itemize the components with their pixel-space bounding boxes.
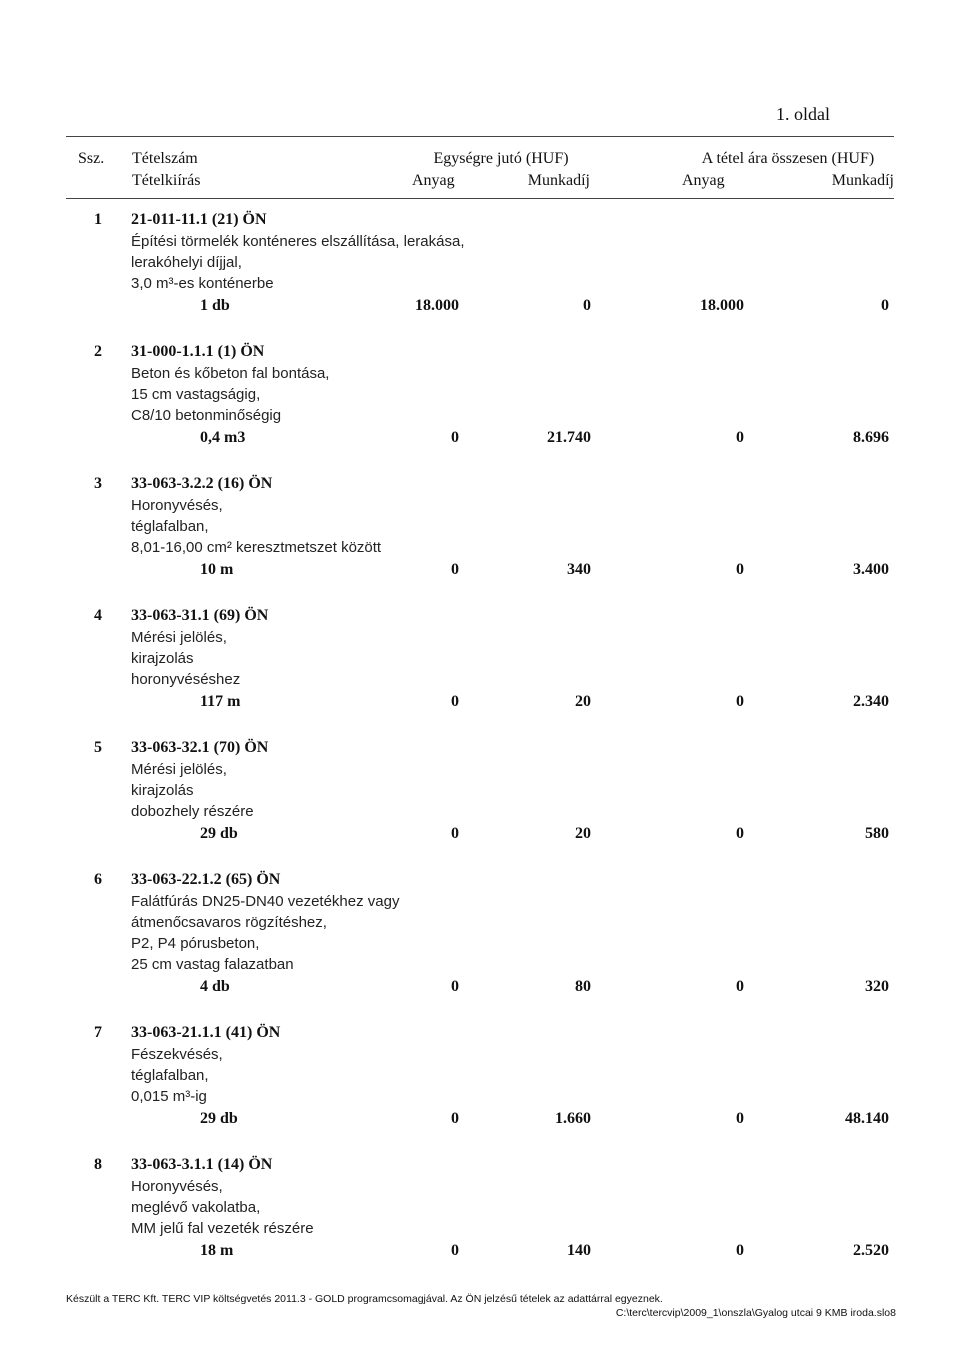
header-tetelszam: Tételszám bbox=[132, 150, 198, 167]
header-total-price-label: A tétel ára összesen (HUF) bbox=[701, 150, 875, 167]
item-description-line: MM jelű fal vezeték részére bbox=[131, 1220, 314, 1237]
item-number: 7 bbox=[94, 1024, 102, 1041]
item-total-material: 0 bbox=[736, 693, 744, 710]
item-description-line: Építési törmelék konténeres elszállítása, lerakása, bbox=[131, 233, 465, 250]
item-values bbox=[0, 1107, 960, 1130]
header-unit-munkadij: Munkadíj bbox=[527, 172, 590, 189]
item-code: 33-063-22.1.2 (65) ÖN bbox=[131, 871, 281, 888]
header-total-munkadij: Munkadíj bbox=[831, 172, 894, 189]
item-unit-labour: 20 bbox=[575, 693, 591, 710]
item-number: 1 bbox=[94, 211, 102, 228]
page-number: 1. oldal bbox=[776, 104, 830, 124]
item-unit-labour: 340 bbox=[567, 561, 591, 578]
item-code: 33-063-31.1 (69) ÖN bbox=[131, 607, 269, 624]
header-bottom-rule bbox=[66, 198, 894, 199]
item-description-line: dobozhely részére bbox=[131, 803, 254, 820]
item-values bbox=[0, 690, 960, 713]
item-unit-labour: 21.740 bbox=[547, 429, 591, 446]
header-ssz-label: Ssz. bbox=[78, 150, 105, 167]
item-quantity: 4 db bbox=[200, 978, 230, 995]
item-description-line: 0,015 m³-ig bbox=[131, 1088, 207, 1105]
item-description-line: téglafalban, bbox=[131, 518, 209, 535]
item-total-material: 0 bbox=[736, 978, 744, 995]
item-description-line: Mérési jelölés, bbox=[131, 761, 227, 778]
item-code: 33-063-3.1.1 (14) ÖN bbox=[131, 1156, 273, 1173]
item-number: 2 bbox=[94, 343, 102, 360]
item-description-line: Horonyvésés, bbox=[131, 497, 223, 514]
item-quantity: 18 m bbox=[200, 1242, 234, 1259]
item-values bbox=[0, 558, 960, 581]
item-unit-labour: 20 bbox=[575, 825, 591, 842]
item-description-line: Falátfúrás DN25-DN40 vezetékhez vagy bbox=[131, 893, 400, 910]
item-total-labour: 3.400 bbox=[853, 561, 889, 578]
item-description-line: Fészekvésés, bbox=[131, 1046, 223, 1063]
item-description-line: Beton és kőbeton fal bontása, bbox=[131, 365, 330, 382]
item-total-material: 0 bbox=[736, 561, 744, 578]
header-unit-price bbox=[412, 148, 590, 192]
item-total-labour: 8.696 bbox=[853, 429, 889, 446]
item-values bbox=[0, 822, 960, 845]
item-unit-material: 0 bbox=[451, 978, 459, 995]
item-unit-material: 0 bbox=[451, 1110, 459, 1127]
item-number: 4 bbox=[94, 607, 102, 624]
item-total-material: 0 bbox=[736, 1110, 744, 1127]
header-tetelkiiras: Tételkiírás bbox=[132, 172, 201, 189]
item-quantity: 29 db bbox=[200, 825, 238, 842]
item-values bbox=[0, 975, 960, 998]
item-unit-labour: 80 bbox=[575, 978, 591, 995]
item-description-line: Mérési jelölés, bbox=[131, 629, 227, 646]
item-total-labour: 2.340 bbox=[853, 693, 889, 710]
item-unit-material: 18.000 bbox=[415, 297, 459, 314]
footer-note: Készült a TERC Kft. TERC VIP költségvetés 2011.3 - GOLD programcsomagjával. Az ÖN jelzésű tételek az adattárral egyeznek. bbox=[66, 1293, 663, 1305]
item-description-line: C8/10 betonminőségig bbox=[131, 407, 282, 424]
item-code: 31-000-1.1.1 (1) ÖN bbox=[131, 343, 265, 360]
header-item-columns bbox=[132, 148, 200, 192]
item-description-line: Horonyvésés, bbox=[131, 1178, 223, 1195]
item-total-labour: 48.140 bbox=[845, 1110, 889, 1127]
list-item bbox=[0, 340, 960, 449]
item-description-line: meglévő vakolatba, bbox=[131, 1199, 261, 1216]
list-item bbox=[0, 604, 960, 713]
item-code: 33-063-3.2.2 (16) ÖN bbox=[131, 475, 273, 492]
item-unit-material: 0 bbox=[451, 1242, 459, 1259]
header-total-price bbox=[682, 148, 894, 192]
item-quantity: 1 db bbox=[200, 297, 230, 314]
header-total-anyag: Anyag bbox=[682, 172, 725, 189]
item-total-material: 0 bbox=[736, 1242, 744, 1259]
item-number: 8 bbox=[94, 1156, 102, 1173]
header-unit-price-label: Egységre jutó (HUF) bbox=[433, 150, 569, 167]
item-total-material: 0 bbox=[736, 429, 744, 446]
header-top-rule bbox=[66, 136, 894, 137]
item-values bbox=[0, 426, 960, 449]
item-number: 3 bbox=[94, 475, 102, 492]
item-unit-material: 0 bbox=[451, 693, 459, 710]
item-number: 5 bbox=[94, 739, 102, 756]
items-list bbox=[0, 208, 960, 1285]
item-description-line: 15 cm vastagságig, bbox=[131, 386, 261, 403]
item-code: 33-063-32.1 (70) ÖN bbox=[131, 739, 269, 756]
item-description-line: 8,01-16,00 cm² keresztmetszet között bbox=[131, 539, 382, 556]
list-item bbox=[0, 868, 960, 998]
item-total-labour: 580 bbox=[865, 825, 889, 842]
item-unit-material: 0 bbox=[451, 561, 459, 578]
header-unit-anyag: Anyag bbox=[412, 172, 455, 189]
item-total-material: 18.000 bbox=[700, 297, 744, 314]
item-description-line: 25 cm vastag falazatban bbox=[131, 956, 294, 973]
item-number: 6 bbox=[94, 871, 102, 888]
item-values bbox=[0, 1239, 960, 1262]
item-description-line: P2, P4 pórusbeton, bbox=[131, 935, 260, 952]
item-total-material: 0 bbox=[736, 825, 744, 842]
item-total-labour: 2.520 bbox=[853, 1242, 889, 1259]
item-total-labour: 320 bbox=[865, 978, 889, 995]
item-unit-material: 0 bbox=[451, 429, 459, 446]
item-values bbox=[0, 294, 960, 317]
item-description-line: kirajzolás bbox=[131, 782, 194, 799]
list-item bbox=[0, 1153, 960, 1262]
item-description-line: kirajzolás bbox=[131, 650, 194, 667]
list-item bbox=[0, 208, 960, 317]
header-ssz bbox=[78, 148, 104, 170]
item-unit-labour: 1.660 bbox=[555, 1110, 591, 1127]
item-description-line: horonyvéséshez bbox=[131, 671, 241, 688]
item-description-line: 3,0 m³-es konténerbe bbox=[131, 275, 274, 292]
item-quantity: 0,4 m3 bbox=[200, 429, 246, 446]
item-description-line: téglafalban, bbox=[131, 1067, 209, 1084]
item-unit-labour: 0 bbox=[583, 297, 591, 314]
item-quantity: 117 m bbox=[200, 693, 241, 710]
item-quantity: 10 m bbox=[200, 561, 234, 578]
item-code: 33-063-21.1.1 (41) ÖN bbox=[131, 1024, 281, 1041]
item-description-line: átmenőcsavaros rögzítéshez, bbox=[131, 914, 327, 931]
item-description-line: lerakóhelyi díjjal, bbox=[131, 254, 242, 271]
list-item bbox=[0, 736, 960, 845]
item-unit-material: 0 bbox=[451, 825, 459, 842]
item-total-labour: 0 bbox=[881, 297, 889, 314]
footer-path: C:\terc\tercvip\2009_1\onszla\Gyalog utcai 9 KMB iroda.slo8 bbox=[615, 1307, 896, 1319]
item-quantity: 29 db bbox=[200, 1110, 238, 1127]
list-item bbox=[0, 472, 960, 581]
item-unit-labour: 140 bbox=[567, 1242, 591, 1259]
list-item bbox=[0, 1021, 960, 1130]
item-code: 21-011-11.1 (21) ÖN bbox=[131, 211, 267, 228]
